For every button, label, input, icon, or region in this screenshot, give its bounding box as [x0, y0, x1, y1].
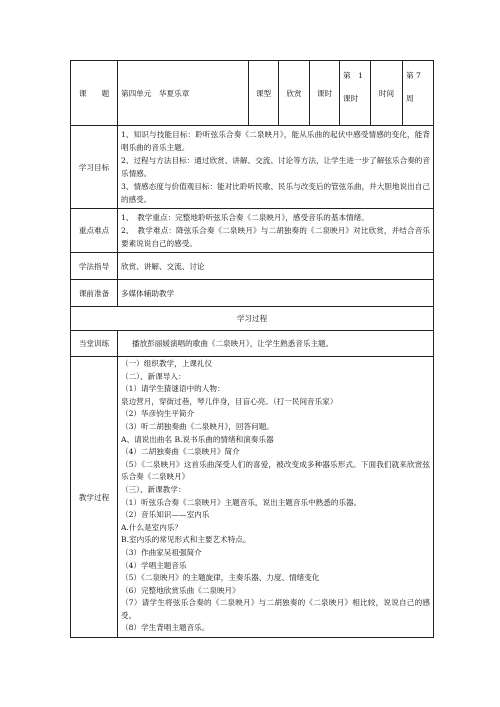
- process-title-row: [71, 307, 434, 331]
- process-line: （3）作曲家吴祖强简介: [121, 547, 202, 557]
- process-line: （1）听弦乐合奏《二泉映月》主题音乐，说出主题音乐中熟悉的乐器。: [121, 497, 362, 507]
- time-label: 时间: [371, 61, 403, 126]
- objectives-content: [118, 126, 434, 209]
- hours-label: 课时: [310, 61, 340, 126]
- subject-label: 课 题: [71, 61, 118, 126]
- process-line: 泉边营月，穿街过巷，琴儿伴身，目盲心亮。（打一民间音乐家）: [121, 396, 338, 406]
- objective-item: 3、情感态度与价值观目标：能对比聆听民歌、民乐与改变后的管弦乐曲，并大胆地说出自己的感受。: [121, 182, 430, 204]
- lesson-plan-table: [70, 60, 434, 638]
- process-line: （5）《二泉映月》这首乐曲深受人们的喜爱，被改变成多种器乐形式。下面我们就来欣赏弦乐合奏《二泉映月》: [121, 459, 430, 482]
- process-line: （一）组织教学，上课礼仪: [121, 359, 213, 368]
- type-value: 欣赏: [279, 61, 310, 126]
- method-value: 欣赏、讲解、交流、讨论: [118, 253, 434, 280]
- week-line-1: 第 7: [406, 71, 421, 80]
- hours-line-1: 第 1: [343, 71, 364, 80]
- practice-value: 播放彭丽媛演唱的歌曲《二泉映月》，让学生熟悉音乐主题。: [118, 331, 434, 357]
- week-line-2: 周: [406, 94, 414, 103]
- process-line: B.室内乐的常见形式和主要艺术特点。: [121, 535, 251, 545]
- process-line: （3）听二胡独奏曲《二泉映月》，回答问题。: [121, 421, 274, 431]
- week-value: [403, 61, 434, 126]
- method-label: 学法指导: [71, 253, 118, 280]
- teaching-label: 教学过程: [71, 357, 118, 638]
- prep-label: 课前准备: [71, 280, 118, 307]
- process-line: （三）、新课教学：: [121, 484, 186, 494]
- process-line: （二）、新课导入：: [121, 371, 186, 381]
- keypoints-row: [71, 209, 434, 253]
- keypoint-item: 1、 教学重点：完整地聆听弦乐合奏《二泉映月》，感受音乐的基本情绪。: [121, 213, 369, 222]
- process-line: （8）学生背唱主题音乐。: [121, 623, 210, 633]
- process-line: （6）完整地欣赏乐曲《二泉映月》: [121, 585, 240, 595]
- practice-label: 当堂训练: [71, 331, 118, 357]
- process-line: （2）音乐知识——室内乐: [121, 510, 210, 520]
- objectives-row: [71, 126, 434, 209]
- process-line: （1）请学生猜谜语中的人物：: [121, 384, 225, 394]
- prep-row: [71, 280, 434, 307]
- header-row: [71, 61, 434, 126]
- teaching-row: [71, 357, 434, 638]
- keypoint-item: 2、 教学难点：降弦乐合奏《二泉映月》与二胡独奏的《二泉映月》对比欣赏，并结合音乐要素说说自己的感受。: [121, 226, 430, 248]
- process-line: A、请说出曲名 B.说书乐曲的情绪和演奏乐器: [121, 434, 274, 444]
- process-line: A.什么是室内乐？: [121, 522, 183, 532]
- teaching-content: [118, 357, 434, 638]
- keypoints-label: 重点难点: [71, 209, 118, 253]
- practice-row: [71, 331, 434, 357]
- keypoints-content: [118, 209, 434, 253]
- process-line: （7）请学生将弦乐合奏的《二泉映月》与二胡独奏的《二泉映月》相比较，说说自己的感受。: [121, 598, 430, 620]
- objectives-label: 学习目标: [71, 126, 118, 209]
- process-line: （5）《二泉映月》的主题旋律，主奏乐器、力度、情绪变化: [121, 573, 320, 583]
- process-line: （4）二胡独奏曲《二泉映月》简介: [121, 447, 240, 457]
- hours-line-2: 课时: [343, 94, 359, 103]
- objective-item: 1、知识与技能目标：聆听弦乐合奏《二泉映月》，能从乐曲的起伏中感受情感的变化，能背唱乐曲的音乐主题。: [121, 130, 430, 152]
- hours-value: [340, 61, 371, 126]
- process-line: （4）学唱主题音乐: [121, 560, 187, 570]
- prep-value: 多媒体辅助教学: [118, 280, 434, 307]
- method-row: [71, 253, 434, 280]
- process-title: 学习过程: [71, 307, 434, 331]
- objective-item: 2、过程与方法目标：通过欣赏、讲解、交流、讨论等方法，让学生进一步了解弦乐合奏的音乐情感。: [121, 156, 430, 178]
- subject-value: 第四单元 华夏乐章: [118, 61, 249, 126]
- type-label: 课型: [249, 61, 279, 126]
- process-line: （2）华彦钧生平简介: [121, 409, 195, 419]
